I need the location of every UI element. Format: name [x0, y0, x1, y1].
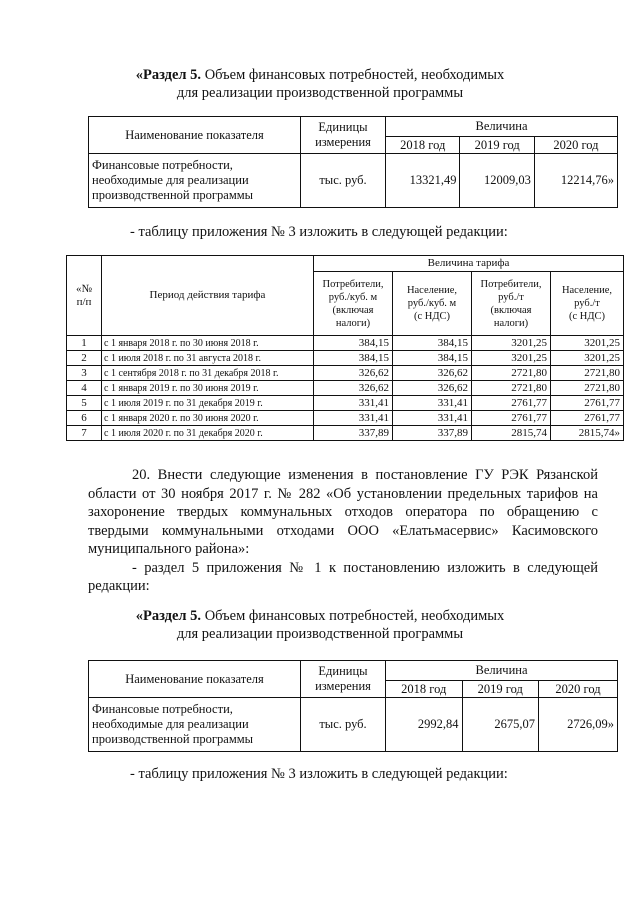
- header-year-2019: 2019 год: [460, 137, 534, 154]
- section2-title-line2: для реализации производственной программы: [176, 626, 464, 642]
- row-v2: 331,41: [393, 411, 472, 426]
- table-row: [67, 426, 624, 441]
- paragraph-20-text: 20. Внести следующие изменения в постановление ГУ РЭК Рязанской области от 30 ноября 2017 г. № 282 «Об установлении предельных тарифов на захоронение твердых коммунальных отходов оператора по обращению с твердыми коммунальными отходами ООО «Елатьмасервис» Касимовского муниципального района»:: [88, 467, 598, 557]
- header-year-2020: 2020 год: [534, 137, 617, 154]
- header-period: Период действия тарифа: [102, 256, 314, 336]
- financial-needs-table-2: [88, 660, 618, 752]
- row-unit: тыс. руб.: [301, 154, 386, 208]
- row-v3: 2761,77: [472, 396, 551, 411]
- row-v3: 3201,25: [472, 336, 551, 351]
- subheader-population-t: Население, руб./т (с НДС): [551, 272, 624, 336]
- value-2020: 2726,09»: [539, 698, 618, 752]
- paragraph-20: [88, 466, 598, 596]
- section2-title: «Раздел 5. Объем финансовых потребностей, необходимых: [135, 608, 505, 624]
- row-v3: 2721,80: [472, 366, 551, 381]
- value-2019: 12009,03: [460, 154, 534, 208]
- row-period: с 1 июля 2020 г. по 31 декабря 2020 г.: [102, 426, 314, 441]
- value-2019: 2675,07: [462, 698, 539, 752]
- row-v2: 337,89: [393, 426, 472, 441]
- row-period: с 1 января 2019 г. по 30 июня 2019 г.: [102, 381, 314, 396]
- row-v3: 3201,25: [472, 351, 551, 366]
- row-v2: 331,41: [393, 396, 472, 411]
- row-v3: 2815,74: [472, 426, 551, 441]
- table-row: [67, 366, 624, 381]
- value-2020: 12214,76»: [534, 154, 617, 208]
- table-row: [67, 351, 624, 366]
- row-v1: 331,41: [314, 396, 393, 411]
- row-num: 5: [67, 396, 102, 411]
- row-v2: 384,15: [393, 336, 472, 351]
- row-v1: 337,89: [314, 426, 393, 441]
- row-v2: 326,62: [393, 381, 472, 396]
- subheader-population-m3: Население, руб./куб. м (с НДС): [393, 272, 472, 336]
- row-v1: 384,15: [314, 336, 393, 351]
- row-num: 7: [67, 426, 102, 441]
- header-row-number: «№ п/п: [67, 256, 102, 336]
- row-v4: 2721,80: [551, 366, 624, 381]
- table-row: [67, 381, 624, 396]
- row-unit: тыс. руб.: [301, 698, 386, 752]
- row-v1: 326,62: [314, 366, 393, 381]
- header-units: Единицы измерения: [301, 117, 386, 154]
- header-year-2019: 2019 год: [462, 681, 539, 698]
- header-year-2018: 2018 год: [386, 137, 460, 154]
- section1-title-line2: для реализации производственной программы: [176, 85, 464, 101]
- row-v4: 3201,25: [551, 351, 624, 366]
- row-v3: 2761,77: [472, 411, 551, 426]
- subheader-consumers-m3: Потребители, руб./куб. м (включая налоги): [314, 272, 393, 336]
- paragraph-subitem: - раздел 5 приложения № 1 к постановлению изложить в следующей редакции:: [88, 559, 598, 594]
- row-num: 4: [67, 381, 102, 396]
- note-table-appendix-3: - таблицу приложения № 3 изложить в следующей редакции:: [130, 224, 508, 240]
- header-value: Величина: [386, 117, 618, 137]
- row-period: с 1 января 2020 г. по 30 июня 2020 г.: [102, 411, 314, 426]
- header-indicator-name: Наименование показателя: [89, 117, 301, 154]
- tariff-table: [66, 255, 624, 441]
- row-v4: 2761,77: [551, 396, 624, 411]
- row-indicator-name: Финансовые потребности, необходимые для реализации производственной программы: [89, 154, 301, 208]
- header-units: Единицы измерения: [301, 661, 386, 698]
- row-num: 1: [67, 336, 102, 351]
- row-v4: 2761,77: [551, 411, 624, 426]
- section1-title: «Раздел 5. Объем финансовых потребностей, необходимых: [135, 67, 505, 83]
- row-num: 2: [67, 351, 102, 366]
- table-row: [67, 396, 624, 411]
- header-indicator-name: Наименование показателя: [89, 661, 301, 698]
- row-period: с 1 июля 2019 г. по 31 декабря 2019 г.: [102, 396, 314, 411]
- row-num: 6: [67, 411, 102, 426]
- row-v1: 331,41: [314, 411, 393, 426]
- row-v4: 3201,25: [551, 336, 624, 351]
- header-tariff-value: Величина тарифа: [314, 256, 624, 272]
- header-year-2020: 2020 год: [539, 681, 618, 698]
- row-v4: 2721,80: [551, 381, 624, 396]
- row-v3: 2721,80: [472, 381, 551, 396]
- row-indicator-name: Финансовые потребности, необходимые для реализации производственной программы: [89, 698, 301, 752]
- value-2018: 13321,49: [386, 154, 460, 208]
- table-row: [67, 336, 624, 351]
- value-2018: 2992,84: [386, 698, 463, 752]
- table-row: [67, 411, 624, 426]
- row-v1: 326,62: [314, 381, 393, 396]
- row-period: с 1 января 2018 г. по 30 июня 2018 г.: [102, 336, 314, 351]
- subheader-consumers-t: Потребители, руб./т (включая налоги): [472, 272, 551, 336]
- financial-needs-table-1: [88, 116, 618, 208]
- row-period: с 1 сентября 2018 г. по 31 декабря 2018 г.: [102, 366, 314, 381]
- row-v2: 326,62: [393, 366, 472, 381]
- note-table-appendix-3-second: - таблицу приложения № 3 изложить в следующей редакции:: [130, 766, 508, 782]
- row-v2: 384,15: [393, 351, 472, 366]
- header-value: Величина: [386, 661, 618, 681]
- row-period: с 1 июля 2018 г. по 31 августа 2018 г.: [102, 351, 314, 366]
- header-year-2018: 2018 год: [386, 681, 463, 698]
- row-v4: 2815,74»: [551, 426, 624, 441]
- row-num: 3: [67, 366, 102, 381]
- row-v1: 384,15: [314, 351, 393, 366]
